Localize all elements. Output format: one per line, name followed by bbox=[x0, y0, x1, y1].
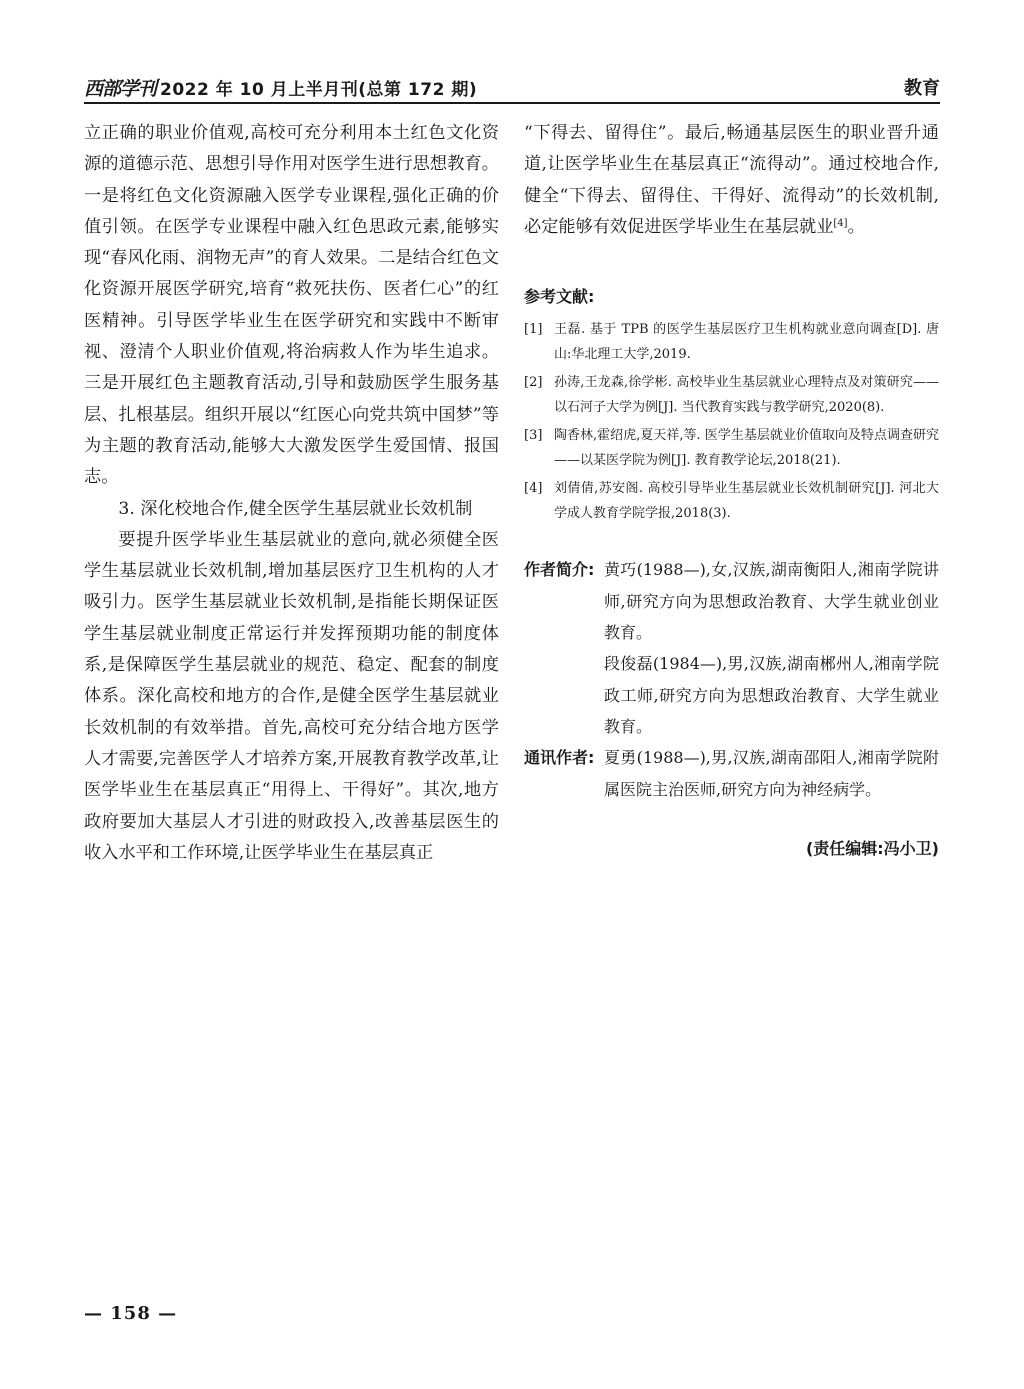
author-intro bbox=[524, 554, 939, 742]
subsection-heading: 3. 深化校地合作,健全医学生基层就业长效机制 bbox=[118, 498, 473, 519]
reference-number: [4] bbox=[524, 481, 543, 497]
author-list bbox=[604, 554, 939, 742]
reference-number: [2] bbox=[524, 375, 543, 391]
reference-text: 王磊. 基于 TPB 的医学生基层医疗卫生机构就业意向调查[D]. 唐山:华北理工大学,2019. bbox=[554, 322, 939, 362]
right-column bbox=[524, 118, 939, 864]
section-name: 教育 bbox=[904, 78, 940, 99]
responsible-editor: (责任编辑:冯小卫) bbox=[805, 838, 939, 858]
reference-item bbox=[524, 318, 939, 367]
citation-marker: [4] bbox=[833, 217, 848, 229]
reference-number: [3] bbox=[524, 428, 543, 444]
running-header bbox=[84, 72, 940, 104]
corresponding-entry: 夏勇(1988—),男,汉族,湖南邵阳人,湘南学院附属医院主治医师,研究方向为神经病学。 bbox=[604, 748, 939, 799]
author-entry: 黄巧(1988—),女,汉族,湖南衡阳人,湘南学院讲师,研究方向为思想政治教育、大学生就业创业教育。 bbox=[604, 560, 939, 643]
reference-item bbox=[524, 371, 939, 420]
paragraph-text: “下得去、留得住”。最后,畅通基层医生的职业晋升通道,让医学毕业生在基层真正“流得动”。通过校地合作,健全“下得去、留得住、干得好、流得动”的长效机制,必定能够有效促进医学毕业生在基层就业 bbox=[524, 123, 939, 237]
reference-text: 孙涛,王龙森,徐学彬. 高校毕业生基层就业心理特点及对策研究——以石河子大学为例[J]. 当代教育实践与教学研究,2020(8). bbox=[554, 375, 939, 415]
reference-text: 陶香林,霍绍虎,夏天祥,等. 医学生基层就业价值取向及特点调查研究——以某医学院为例[J]. 教育教学论坛,2018(21). bbox=[554, 428, 939, 468]
corresponding-label: 通讯作者: bbox=[524, 748, 595, 768]
body-paragraph bbox=[524, 118, 939, 243]
body-paragraph: 要提升医学毕业生基层就业的意向,就必须健全医学生基层就业长效机制,增加基层医疗卫生机构的人才吸引力。医学生基层就业长效机制,是指能长期保证医学生基层就业制度正常运行并发挥预期功能的制度体系,是保障医学生基层就业的规范、稳定、配套的制度体系。深化高校和地方的合作,是健全医学生基层就业长效机制的有效举措。首先,高校可充分结合地方医学人才需要,完善医学人才培养方案,开展教育教学改革,让医学毕业生在基层真正“用得上、干得好”。其次,地方政府要加大基层人才引进的财政投入,改善基层医生的收入水平和工作环境,让医学毕业生在基层真正 bbox=[84, 529, 499, 863]
author-entry: 段俊磊(1984—),男,汉族,湖南郴州人,湘南学院政工师,研究方向为思想政治教育、大学生就业教育。 bbox=[604, 654, 939, 736]
reference-list bbox=[524, 318, 939, 526]
paragraph-end: 。 bbox=[847, 216, 865, 237]
reference-number: [1] bbox=[524, 322, 543, 338]
reference-text: 刘倩倩,苏安阁. 高校引导毕业生基层就业长效机制研究[J]. 河北大学成人教育学院学报,2018(3). bbox=[554, 481, 939, 521]
journal-title bbox=[84, 74, 477, 101]
reference-item bbox=[524, 424, 939, 473]
author-bio bbox=[524, 554, 939, 804]
left-column bbox=[84, 118, 499, 869]
journal-issue: 2022 年 10 月上半月刊(总第 172 期) bbox=[160, 79, 478, 100]
author-label: 作者简介: bbox=[524, 560, 595, 580]
reference-item bbox=[524, 477, 939, 526]
page-number: — 158 — bbox=[84, 1303, 178, 1324]
journal-logo: 西部学刊 bbox=[84, 77, 157, 100]
references-title: 参考文献: bbox=[524, 287, 595, 307]
corresponding-author bbox=[524, 742, 939, 805]
body-paragraph: 立正确的职业价值观,高校可充分利用本土红色文化资源的道德示范、思想引导作用对医学生进行思想教育。一是将红色文化资源融入医学专业课程,强化正确的价值引领。在医学专业课程中融入红色思政元素,能够实现“春风化雨、润物无声”的育人效果。二是结合红色文化资源开展医学研究,培育“救死扶伤、医者仁心”的红医精神。引导医学毕业生在医学研究和实践中不断审视、澄清个人职业价值观,将治病救人作为毕生追求。三是开展红色主题教育活动,引导和鼓励医学生服务基层、扎根基层。组织开展以“红医心向党共筑中国梦”等为主题的教育活动,能够大大激发医学生爱国情、报国志。 bbox=[84, 123, 499, 488]
